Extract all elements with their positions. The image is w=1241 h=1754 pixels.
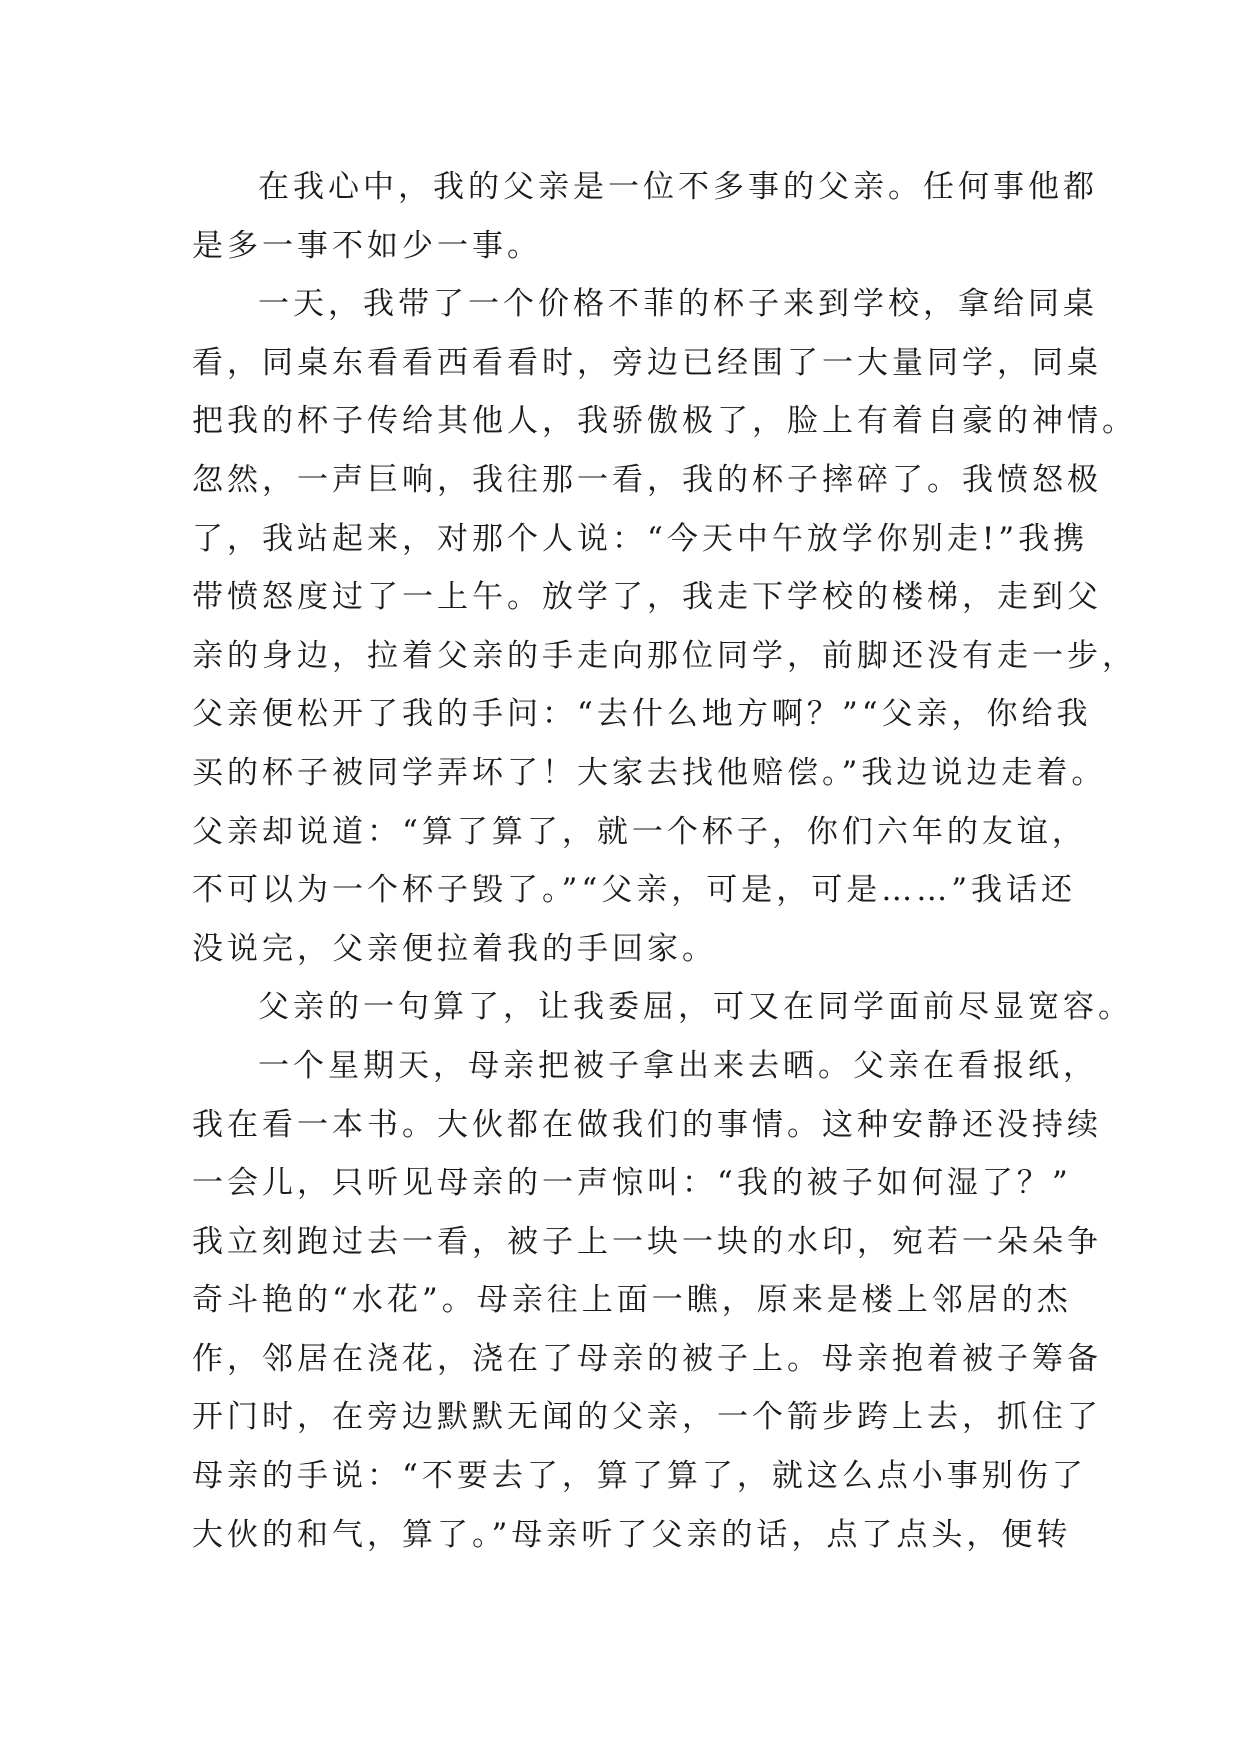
paragraph-first-line: 一天，我带了一个价格不菲的杯子来到学校，拿给同桌 — [258, 286, 1098, 323]
text-line: 大伙的和气，算了。”母亲听了父亲的话，点了点头，便转 — [192, 1516, 1072, 1553]
text-line: 我在看一本书。大伙都在做我们的事情。这种安静还没持续 — [192, 1106, 1102, 1143]
text-line: 奇斗艳的“水花”。母亲往上面一瞧，原来是楼上邻居的杰 — [192, 1282, 1072, 1319]
text-line: 把我的杯子传给其他人，我骄傲极了，脸上有着自豪的神情。 — [192, 403, 1137, 440]
text-line: 了，我站起来，对那个人说：“今天中午放学你别走!”我携 — [192, 520, 1089, 557]
text-line: 亲的身边，拉着父亲的手走向那位同学，前脚还没有走一步， — [192, 637, 1137, 674]
text-line: 开门时，在旁边默默无闻的父亲，一个箭步跨上去，抓住了 — [192, 1399, 1102, 1436]
text-line: 不可以为一个杯子毁了。”“父亲，可是，可是……”我话还 — [192, 872, 1077, 909]
text-line: 买的杯子被同学弄坏了！大家去找他赔偿。”我边说边走着。 — [192, 754, 1107, 791]
paragraph-first-line: 在我心中，我的父亲是一位不多事的父亲。任何事他都 — [258, 169, 1098, 205]
text-line: 是多一事不如少一事。 — [192, 227, 542, 264]
text-line: 作，邻居在浇花，浇在了母亲的被子上。母亲抱着被子筹备 — [192, 1340, 1102, 1377]
text-line: 忽然，一声巨响，我往那一看，我的杯子摔碎了。我愤怒极 — [192, 461, 1102, 498]
paragraph-first-line: 一个星期天，母亲把被子拿出来去晒。父亲在看报纸， — [258, 1047, 1098, 1084]
text-line: 父亲却说道：“算了算了，就一个杯子，你们六年的友谊， — [192, 813, 1087, 850]
text-line: 带愤怒度过了一上午。放学了，我走下学校的楼梯，走到父 — [192, 579, 1102, 616]
text-line: 没说完，父亲便拉着我的手回家。 — [192, 930, 717, 967]
text-line: 看，同桌东看看西看看时，旁边已经围了一大量同学，同桌 — [192, 344, 1102, 381]
text-line: 我立刻跑过去一看，被子上一块一块的水印，宛若一朵朵争 — [192, 1223, 1102, 1260]
text-line: 一会儿，只听见母亲的一声惊叫：“我的被子如何湿了？” — [192, 1165, 1072, 1202]
essay-text — [192, 158, 1137, 1564]
paragraph-first-line: 父亲的一句算了，让我委屈，可又在同学面前尽显宽容。 — [258, 989, 1133, 1026]
text-line: 父亲便松开了我的手问：“去什么地方啊？”“父亲，你给我 — [192, 696, 1092, 733]
text-line: 母亲的手说：“不要去了，算了算了，就这么点小事别伤了 — [192, 1458, 1087, 1495]
